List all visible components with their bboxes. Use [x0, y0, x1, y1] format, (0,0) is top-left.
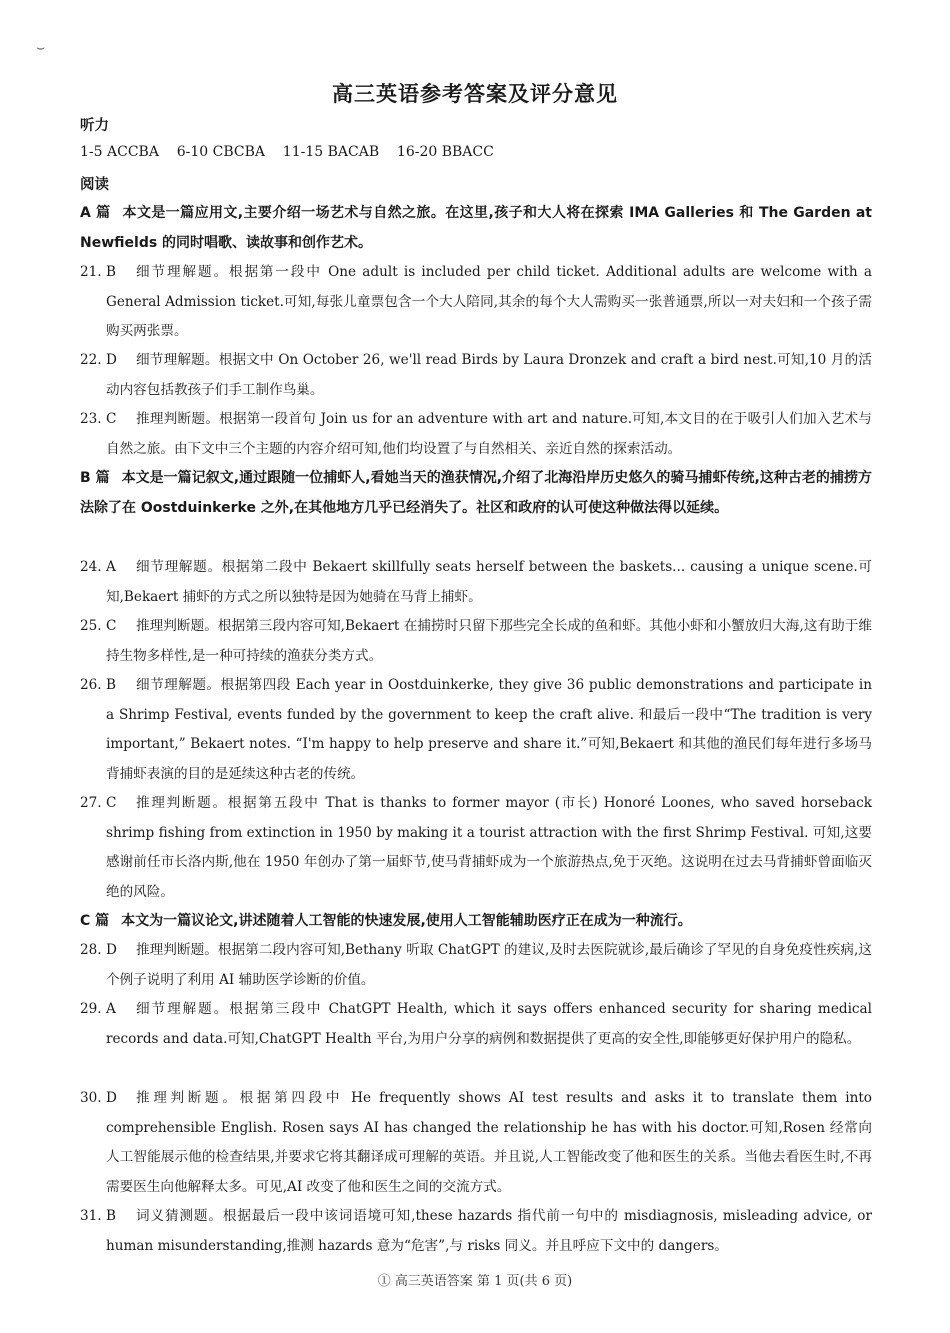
answer-number: 31. B — [80, 1208, 116, 1224]
answer-number: 26. B — [80, 677, 116, 693]
answer-item — [80, 1202, 872, 1261]
listening-heading: 听力 — [80, 118, 109, 134]
answer-number: 27. C — [80, 795, 117, 811]
answer-explanation: 细节理解题。根据第一段中 One adult is included per child ticket. Additional adults are welcome with a General Admission ticket.可知,每张儿童票包含一个大人陪同,其余的每个大人需购买一张普通票,所以一对夫妇和一个孩子需购买两张票。 — [106, 264, 872, 339]
answer-explanation: 推理判断题。根据第三段内容可知,Bekaert 在捕捞时只留下那些完全长成的鱼和虾。其他小虾和小蟹放归大海,这有助于维持生物多样性,是一种可持续的渔获分类方式。 — [106, 618, 872, 664]
passage-b-summary — [80, 464, 872, 523]
answer-explanation: 细节理解题。根据第二段中 Bekaert skillfully seats herself between the baskets... causing a unique scene.可知,Bekaert 捕虾的方式之所以独特是因为她骑在马背上捕虾。 — [106, 559, 872, 605]
answer-explanation: 细节理解题。根据第四段 Each year in Oostduinkerke, they give 36 public demonstrations and participate in a Shrimp Festival, events funded by the government to keep the craft alive. 和最后一段中“The tradition is very important,” Bekaert notes. “I'm happy to help preserve and share it.”可知,Bekaert 和其他的渔民们每年进行多场马背捕虾表演的目的是延续这种古老的传统。 — [106, 677, 872, 782]
answer-item — [80, 995, 872, 1054]
answer-item — [80, 612, 872, 671]
answer-item — [80, 346, 872, 405]
passage-tag: C 篇 — [80, 913, 110, 929]
answer-explanation: 推理判断题。根据第一段首句 Join us for an adventure with art and nature.可知,本文目的在于吸引人们加入艺术与自然之旅。由下文中三个主题的内容介绍可知,他们均设置了与自然相关、亲近自然的探索活动。 — [106, 411, 872, 457]
passage-summary: 本文是一篇应用文,主要介绍一场艺术与自然之旅。在这里,孩子和大人将在探索 IMA Galleries 和 The Garden at Newfields 的同时唱歌、读故事和创作艺术。 — [80, 205, 872, 251]
answer-item — [80, 671, 872, 789]
passage-summary: 本文是一篇记叙文,通过跟随一位捕虾人,看她当天的渔获情况,介绍了北海沿岸历史悠久的骑马捕虾传统,这种古老的捕捞方法除了在 Oostduinkerke 之外,在其他地方几乎已经消失了。社区和政府的认可使这种做法得以延续。 — [80, 470, 872, 516]
answer-item — [80, 553, 872, 612]
answer-item — [80, 258, 872, 347]
answer-number: 22. D — [80, 352, 117, 368]
answer-item — [80, 936, 872, 995]
answer-explanation: 推理判断题。根据第五段中 That is thanks to former mayor (市长) Honoré Loones, who saved horseback shrimp fishing from extinction in 1950 by making it a tourist attraction with the first Shrimp Festival. 可知,这要感谢前任市长洛内斯,他在 1950 年创办了第一届虾节,使马背捕虾成为一个旅游热点,免于灭绝。这说明在过去马背捕虾曾面临灭绝的风险。 — [106, 795, 872, 900]
answer-item — [80, 789, 872, 907]
passage-a-summary — [80, 199, 872, 258]
passage-tag: B 篇 — [80, 470, 110, 486]
page-title: 高三英语参考答案及评分意见 — [332, 82, 618, 106]
answer-explanation: 细节理解题。根据第三段中 ChatGPT Health, which it says offers enhanced security for sharing medical records and data.可知,ChatGPT Health 平台,为用户分享的病例和数据提供了更高的安全性,即能够更好保护用户的隐私。 — [106, 1001, 872, 1047]
answer-explanation: 词义猜测题。根据最后一段中该词语境可知,these hazards 指代前一句中的 misdiagnosis, misleading advice, or human misunderstanding,推测 hazards 意为“危害”,与 risks 同义。并且呼应下文中的 dangers。 — [106, 1208, 872, 1254]
corner-mark: ⌣ — [36, 40, 46, 56]
page-footer: ① 高三英语答案 第 1 页(共 6 页) — [377, 1274, 573, 1289]
answer-item — [80, 405, 872, 464]
answer-explanation: 细节理解题。根据文中 On October 26, we'll read Birds by Laura Dronzek and craft a bird nest.可知,10 月的活动内容包括教孩子们手工制作鸟巢。 — [106, 352, 872, 398]
answer-explanation: 推理判断题。根据第二段内容可知,Bethany 听取 ChatGPT 的建议,及时去医院就诊,最后确诊了罕见的自身免疫性疾病,这个例子说明了利用 AI 辅助医学诊断的价值。 — [106, 942, 872, 988]
answer-number: 23. C — [80, 411, 117, 427]
answer-explanation: 推理判断题。根据第四段中 He frequently shows AI test results and asks it to translate them into comprehensible English. Rosen says AI has changed the relationship he has with his doctor.可知,Rosen 经常向人工智能展示他的检查结果,并要求它将其翻译成可理解的英语。并且说,人工智能改变了他和医生的关系。当他去看医生时,不再需要医生向他解释太多。可见,AI 改变了他和医生之间的交流方式。 — [106, 1090, 872, 1195]
answer-number: 30. D — [80, 1090, 117, 1106]
answer-number: 25. C — [80, 618, 117, 634]
passage-c-summary — [80, 907, 872, 937]
passage-tag: A 篇 — [80, 205, 111, 221]
answer-number: 28. D — [80, 942, 117, 958]
passage-summary: 本文为一篇议论文,讲述随着人工智能的快速发展,使用人工智能辅助医疗正在成为一种流行。 — [121, 913, 692, 929]
answer-number: 21. B — [80, 264, 116, 280]
answer-item — [80, 1084, 872, 1202]
answer-number: 29. A — [80, 1001, 116, 1017]
reading-heading: 阅读 — [80, 177, 109, 193]
answer-number: 24. A — [80, 559, 116, 575]
listening-answers: 1-5 ACCBA 6-10 CBCBA 11-15 BACAB 16-20 BBACC — [80, 144, 494, 160]
